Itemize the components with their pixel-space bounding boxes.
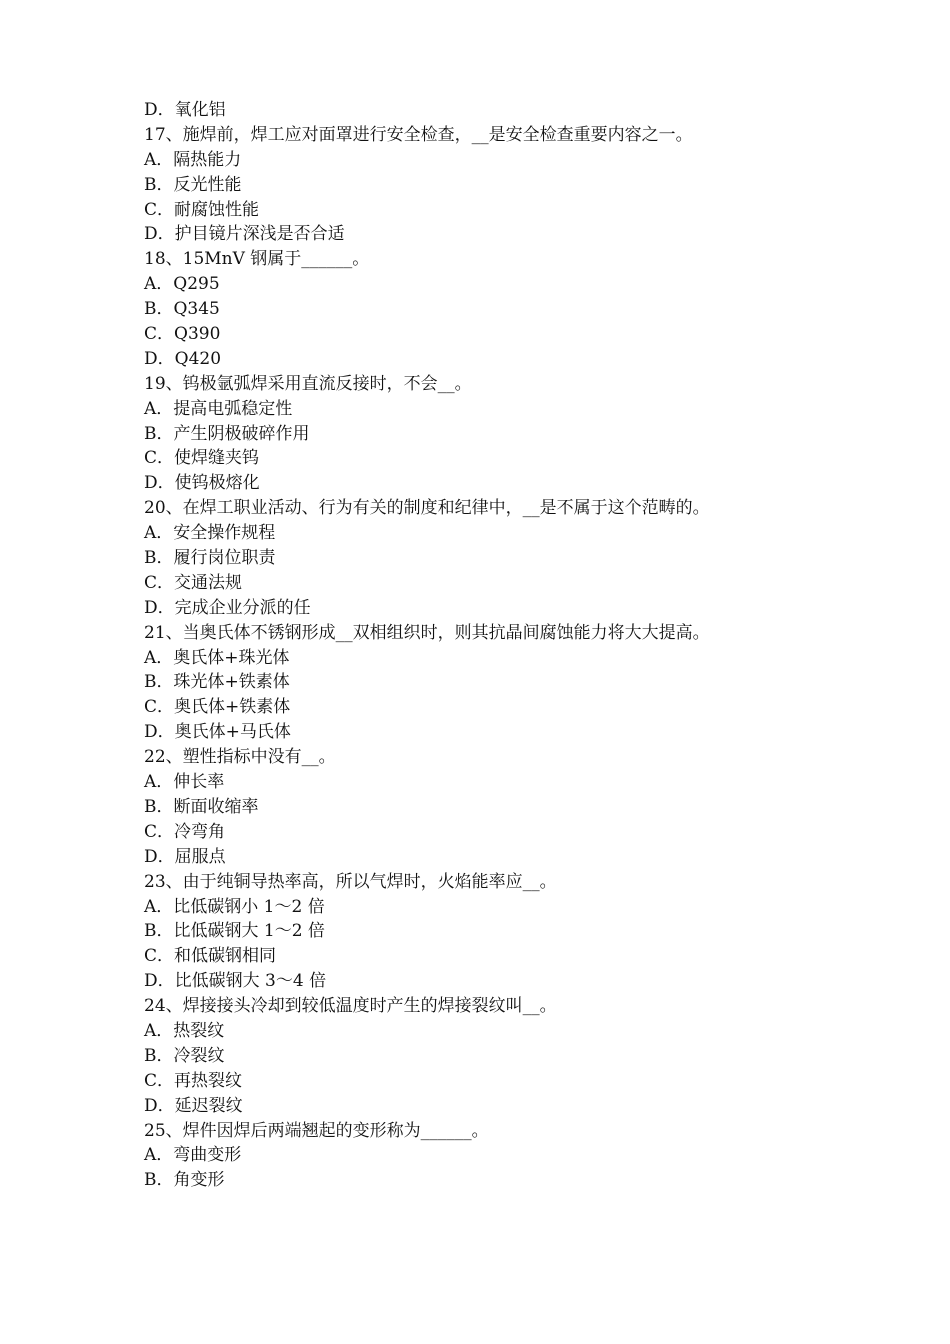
option-b: B．断面收缩率 <box>144 796 259 817</box>
question-21: 21、当奥氏体不锈钢形成__双相组织时，则其抗晶间腐蚀能力将大大提高。 <box>144 622 710 643</box>
option-c: C．奥氏体+铁素体 <box>144 697 291 718</box>
option-c: C．使焊缝夹钨 <box>144 448 260 469</box>
option-c: C．交通法规 <box>144 572 243 593</box>
option-b: B．珠光体+铁素体 <box>144 672 290 693</box>
exam-question-list <box>144 98 844 1193</box>
option-d: D．使钨极熔化 <box>144 473 260 494</box>
option-b: B．角变形 <box>144 1170 225 1191</box>
option-b: B．冷裂纹 <box>144 1045 225 1066</box>
option-a: A．比低碳钢小 1～2 倍 <box>144 896 325 917</box>
option-d: D．护目镜片深浅是否合适 <box>144 224 345 245</box>
option-d: D．比低碳钢大 3～4 倍 <box>144 971 327 992</box>
option-d: D．Q420 <box>144 348 222 369</box>
question-20: 20、在焊工职业活动、行为有关的制度和纪律中，__是不属于这个范畴的。 <box>144 498 710 519</box>
question-19: 19、钨极氩弧焊采用直流反接时，不会__。 <box>144 373 472 394</box>
option-d: D．氧化铝 <box>144 100 226 120</box>
question-23: 23、由于纯铜导热率高，所以气焊时，火焰能率应__。 <box>144 871 557 892</box>
option-a: A．安全操作规程 <box>144 523 276 544</box>
option-b: B．Q345 <box>144 299 220 320</box>
question-22: 22、塑性指标中没有__。 <box>144 747 336 768</box>
option-d: D．奥氏体+马氏体 <box>144 722 291 743</box>
option-c: C．再热裂纹 <box>144 1070 243 1091</box>
option-b: B．反光性能 <box>144 174 242 195</box>
option-c: C．Q390 <box>144 324 221 345</box>
option-a: A．提高电弧稳定性 <box>144 398 293 419</box>
option-a: A．伸长率 <box>144 772 225 793</box>
question-17: 17、施焊前，焊工应对面罩进行安全检查，__是安全检查重要内容之一。 <box>144 124 693 145</box>
option-c: C．耐腐蚀性能 <box>144 199 260 220</box>
option-a: A．弯曲变形 <box>144 1145 242 1166</box>
option-a: A．Q295 <box>144 274 220 295</box>
option-d: D．完成企业分派的任 <box>144 597 311 618</box>
question-24: 24、焊接接头冷却到较低温度时产生的焊接裂纹叫__。 <box>144 996 557 1017</box>
option-b: B．产生阴极破碎作用 <box>144 423 310 444</box>
option-a: A．奥氏体+珠光体 <box>144 647 290 668</box>
option-b: B．履行岗位职责 <box>144 548 276 569</box>
option-a: A．隔热能力 <box>144 149 242 170</box>
option-a: A．热裂纹 <box>144 1020 225 1041</box>
option-b: B．比低碳钢大 1～2 倍 <box>144 921 325 942</box>
option-c: C．和低碳钢相同 <box>144 946 277 967</box>
question-18: 18、15MnV 钢属于______。 <box>144 249 370 270</box>
question-25: 25、焊件因焊后两端翘起的变形称为______。 <box>144 1120 489 1141</box>
option-d: D．延迟裂纹 <box>144 1095 243 1116</box>
option-c: C．冷弯角 <box>144 821 226 842</box>
option-d: D．屈服点 <box>144 846 226 867</box>
